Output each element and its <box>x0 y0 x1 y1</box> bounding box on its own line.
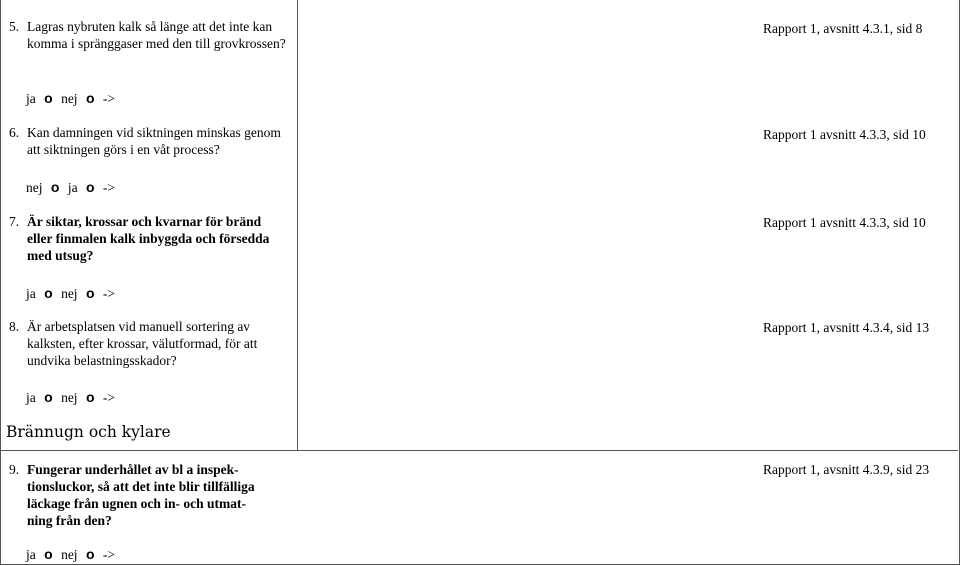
question-7-reference: Rapport 1 avsnitt 4.3.3, sid 10 <box>763 215 926 230</box>
section-heading: Brännugn och kylare <box>6 423 171 441</box>
answer-checkbox-second[interactable]: o <box>85 179 95 195</box>
question-text: Lagras nybruten kalk så länge att det inte kan komma i spränggaser med den till grovkrossen? <box>27 19 286 51</box>
question-text: Är arbetsplatsen vid manuell sortering av kalksten, efter krossar, välutformad, för att undvika belastningsskador? <box>27 319 258 368</box>
answer-checkbox-second[interactable]: o <box>85 90 95 106</box>
question-8-answer <box>26 389 115 406</box>
question-8-reference: Rapport 1, avsnitt 4.3.4, sid 13 <box>763 320 930 335</box>
arrow-indicator: -> <box>102 547 115 562</box>
question-5-answer <box>26 90 115 107</box>
answer-option-second: nej <box>61 286 78 301</box>
question-7 <box>9 213 299 268</box>
arrow-indicator: -> <box>102 390 115 405</box>
section-divider <box>0 450 958 451</box>
arrow-indicator: -> <box>102 180 115 195</box>
question-9 <box>9 461 299 533</box>
question-9-reference: Rapport 1, avsnitt 4.3.9, sid 23 <box>763 462 930 477</box>
answer-checkbox-second[interactable]: o <box>85 285 95 301</box>
arrow-indicator: -> <box>102 286 115 301</box>
question-9-answer <box>26 546 115 563</box>
answer-option-first: ja <box>26 547 36 562</box>
question-number: 5. <box>9 19 20 34</box>
answer-option-second: nej <box>61 91 78 106</box>
question-number: 8. <box>9 319 20 334</box>
question-number: 9. <box>9 462 20 477</box>
answer-checkbox-second[interactable]: o <box>85 389 95 405</box>
answer-option-first: ja <box>26 286 36 301</box>
question-text: Är siktar, krossar och kvarnar för bränd eller finmalen kalk inbyggda och försedda med utsug? <box>27 214 270 263</box>
question-5 <box>9 18 299 73</box>
question-5-reference: Rapport 1, avsnitt 4.3.1, sid 8 <box>763 21 923 36</box>
question-8 <box>9 318 299 373</box>
answer-checkbox-first[interactable]: o <box>44 389 53 405</box>
question-text: Kan damningen vid siktningen minskas genom att siktningen görs i en våt process? <box>27 125 281 157</box>
answer-checkbox-first[interactable]: o <box>44 285 53 301</box>
answer-option-second: nej <box>61 390 78 405</box>
answer-option-first: ja <box>26 390 36 405</box>
question-6-answer <box>26 179 115 196</box>
answer-option-second: nej <box>61 547 78 562</box>
answer-option-first: nej <box>26 180 43 195</box>
answer-option-first: ja <box>26 91 36 106</box>
question-number: 7. <box>9 214 20 229</box>
answer-option-second: ja <box>67 180 78 195</box>
answer-checkbox-first[interactable]: o <box>44 90 53 106</box>
arrow-indicator: -> <box>102 91 115 106</box>
answer-checkbox-second[interactable]: o <box>85 546 95 562</box>
answer-checkbox-first[interactable]: o <box>44 546 53 562</box>
answer-checkbox-first[interactable]: o <box>50 179 60 195</box>
question-7-answer <box>26 285 115 302</box>
question-6-reference: Rapport 1 avsnitt 4.3.3, sid 10 <box>763 127 926 142</box>
question-text: Fungerar underhållet av bl a inspek-tionsluckor, så att det inte blir tillfälliga läckage från ugnen och in- och utmat-ning från den? <box>27 462 255 528</box>
question-6 <box>9 124 299 162</box>
question-number: 6. <box>9 125 20 140</box>
